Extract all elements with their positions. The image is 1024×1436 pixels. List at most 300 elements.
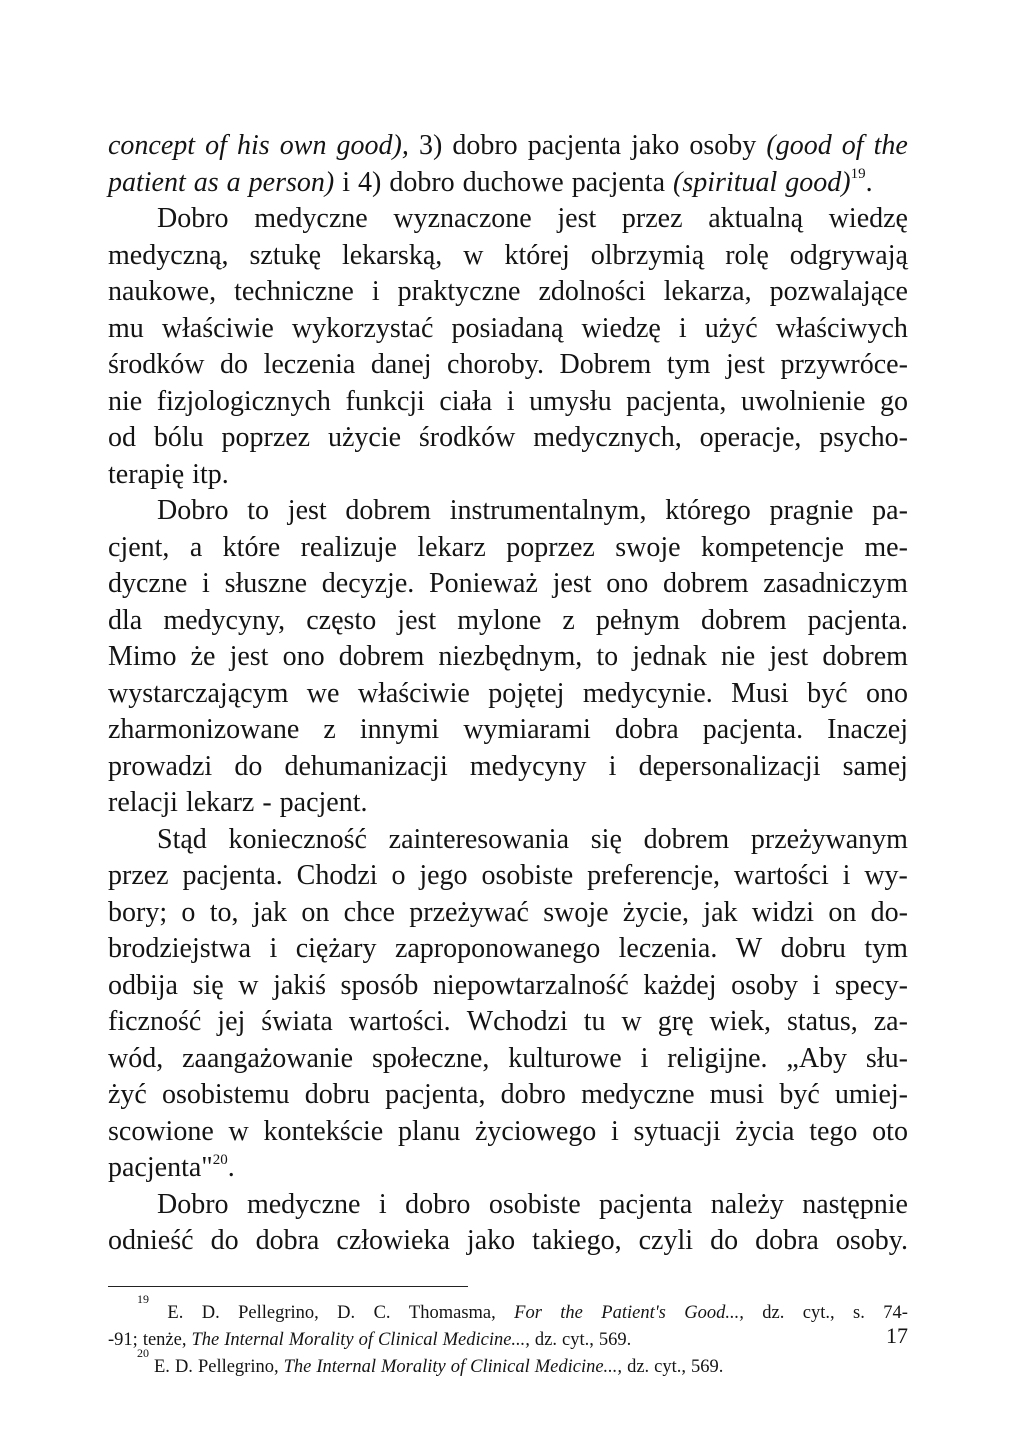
word: Morality	[380, 1356, 446, 1377]
word: ciała	[439, 385, 493, 417]
word: i	[812, 969, 821, 1001]
text-line	[108, 457, 908, 494]
word: mu	[108, 312, 144, 344]
word: osoby	[731, 969, 798, 1001]
word: konieczność	[228, 823, 367, 855]
word: decyzje.	[321, 568, 415, 599]
word: bory;	[108, 896, 168, 928]
word: odnieść	[108, 1225, 194, 1256]
word: -	[262, 787, 272, 818]
word: D.	[174, 1356, 193, 1377]
text-line	[108, 1004, 908, 1041]
word: techniczne	[234, 276, 354, 307]
text-line	[108, 603, 908, 640]
word: do	[220, 349, 249, 380]
footnote-ref: 20	[212, 1151, 228, 1168]
word: wartości.	[348, 1006, 451, 1037]
word: Mimo	[108, 641, 177, 672]
word: zaangażowanie	[182, 1042, 354, 1074]
word-with-ref	[108, 1150, 235, 1187]
word: swoje	[543, 896, 609, 928]
word: osobiste	[488, 1188, 581, 1220]
word: pacjenta.	[182, 860, 283, 891]
word: użycie	[327, 422, 402, 453]
word: i	[842, 860, 851, 891]
word: good)	[785, 166, 851, 198]
word: dobra	[755, 1225, 819, 1256]
word: umiej-	[834, 1079, 908, 1110]
word: życiowego	[474, 1115, 597, 1147]
word: to,	[209, 896, 239, 928]
text-line	[108, 712, 908, 749]
word: cjent,	[108, 531, 170, 563]
word: praktyczne	[397, 276, 521, 307]
text-line	[108, 968, 908, 1005]
word: dehumanizacji	[284, 750, 448, 782]
word: tym	[864, 933, 908, 964]
word: Inaczej	[827, 714, 908, 745]
word: grę	[657, 1006, 694, 1037]
word: -91;	[108, 1329, 138, 1350]
word: niezbędnym,	[438, 641, 583, 672]
word: dobro	[405, 1188, 471, 1220]
word: a	[189, 531, 203, 563]
word: „Aby	[786, 1042, 848, 1074]
footnote-line	[108, 1327, 908, 1354]
word: dobru	[304, 1079, 371, 1110]
text-line	[108, 311, 908, 348]
word: For	[514, 1302, 542, 1323]
word: Pellegrino,	[238, 1302, 319, 1323]
word: bólu	[153, 422, 204, 453]
text-line	[108, 347, 908, 384]
word: dz.	[627, 1356, 650, 1377]
word: of	[450, 1356, 466, 1377]
word: i	[202, 568, 210, 599]
word: medyczną,	[108, 239, 229, 271]
word: życie,	[622, 896, 689, 928]
word: on	[301, 896, 330, 928]
word: C.	[373, 1302, 391, 1323]
word: status,	[786, 1006, 858, 1037]
word: Morality	[288, 1329, 354, 1350]
word: żyć	[108, 1079, 147, 1110]
text-line	[108, 201, 908, 238]
word: cyt.,	[802, 1302, 835, 1323]
word: Clinical	[470, 1356, 530, 1377]
word: aktualną	[708, 203, 804, 234]
page-number: 17	[886, 1323, 908, 1348]
word: on	[828, 896, 857, 928]
word: ono	[866, 677, 908, 709]
word: good),	[336, 130, 409, 161]
word: leczenia	[263, 349, 356, 380]
text-line	[108, 238, 908, 275]
word: patient	[108, 166, 186, 198]
word: o	[391, 860, 406, 891]
word: dobrem	[338, 641, 425, 672]
word: Chodzi	[296, 860, 378, 891]
word: właściwych	[775, 312, 908, 344]
word: E.	[167, 1302, 184, 1323]
page-body	[108, 128, 908, 1381]
text-line	[108, 822, 908, 859]
word: pojętej	[488, 677, 565, 709]
word: Thomasma,	[408, 1302, 496, 1323]
word: dobrem	[701, 604, 787, 636]
word: to	[596, 641, 619, 672]
text-line	[108, 1114, 908, 1151]
word: czyli	[638, 1225, 694, 1256]
text-line	[108, 384, 908, 421]
text-line	[108, 1077, 908, 1114]
word: pacjenta	[599, 1188, 693, 1220]
word: of	[841, 130, 864, 161]
word: lekarską,	[341, 239, 443, 271]
word: innymi	[359, 714, 440, 745]
word: posiadaną	[451, 312, 564, 344]
word: sytuacji	[633, 1115, 721, 1147]
word: relacji	[108, 787, 178, 818]
word: sztukę	[249, 239, 321, 271]
footnote-number: 19	[137, 1291, 149, 1306]
main-text	[108, 128, 908, 1260]
word: do-	[870, 896, 908, 928]
word: pragnie	[769, 495, 854, 526]
word: wiek,	[709, 1006, 771, 1037]
word: Clinical	[377, 1329, 438, 1350]
text-line	[108, 1187, 908, 1224]
word: me-	[864, 531, 908, 563]
word: i	[371, 276, 380, 307]
word: każdej	[643, 969, 717, 1001]
punct: .	[865, 166, 873, 198]
word: musi	[709, 1079, 765, 1110]
word: pełnym	[595, 604, 680, 636]
word: tenże,	[142, 1329, 187, 1350]
word: się	[192, 969, 224, 1001]
word: jest	[229, 641, 269, 672]
word: dobro	[452, 130, 518, 161]
word: ciężary	[295, 933, 377, 964]
word: należy	[710, 1188, 784, 1220]
word: olbrzymią	[590, 239, 705, 271]
word: person)	[248, 166, 335, 198]
word: przez	[108, 860, 169, 891]
word: i	[378, 1188, 387, 1220]
word: jako	[631, 130, 680, 161]
text-line	[108, 1150, 908, 1187]
word: przeżywanym	[750, 823, 908, 855]
word: ono	[282, 641, 325, 672]
word: przywróce-	[780, 349, 908, 380]
word: widzi	[751, 896, 815, 928]
word: i	[608, 750, 617, 782]
word: pacjenta	[527, 130, 622, 161]
word: realizuje	[300, 531, 397, 563]
word: przez	[621, 203, 683, 234]
word: którego	[665, 495, 751, 526]
word: jako	[466, 1225, 516, 1256]
text-line	[108, 895, 908, 932]
word: 569.	[691, 1356, 724, 1377]
word: w	[228, 1115, 249, 1147]
word: instrumentalnym,	[449, 495, 647, 526]
footnote-line	[108, 1345, 908, 1381]
word: jest	[557, 203, 597, 234]
word: psycho-	[819, 422, 908, 453]
word: brodziejstwa	[108, 933, 252, 964]
word: poprzez	[221, 422, 311, 453]
word: od	[108, 422, 136, 453]
word: dobrem	[345, 495, 431, 526]
word: dobrem	[643, 823, 730, 855]
word: życia	[735, 1115, 795, 1147]
word: Pellegrino,	[197, 1356, 279, 1377]
word: planu	[398, 1115, 461, 1147]
word: the	[560, 1302, 583, 1323]
word: wykorzystać	[291, 312, 434, 344]
word: i	[640, 1042, 649, 1074]
word: of	[358, 1329, 373, 1350]
word: Musi	[731, 677, 789, 709]
word: itp.	[192, 458, 229, 490]
word: tu	[583, 1006, 606, 1037]
footnote-line	[108, 1291, 908, 1327]
text-line	[108, 128, 908, 165]
word: oto	[872, 1115, 908, 1147]
word: osobiste	[481, 860, 574, 891]
word: cyt.,	[562, 1329, 594, 1350]
word: Internal	[224, 1329, 284, 1350]
word: pa-	[872, 495, 908, 526]
text-line	[108, 493, 908, 530]
word: D.	[201, 1302, 220, 1323]
word: Medicine...,	[442, 1329, 530, 1350]
word: medycznych,	[533, 422, 682, 453]
text-line	[108, 1223, 908, 1260]
word: pacjenta,	[626, 385, 727, 417]
word: zasadniczym	[763, 568, 908, 599]
word: tym	[666, 349, 711, 380]
word: leczenia.	[618, 933, 718, 964]
word: Good...,	[684, 1302, 744, 1323]
word: pacjenta,	[385, 1079, 486, 1110]
word: często	[306, 604, 377, 636]
text-line	[108, 676, 908, 713]
word: lekarz	[417, 531, 486, 563]
word: świata	[261, 1006, 333, 1037]
word: 4)	[358, 166, 382, 198]
word: kulturowe	[508, 1042, 622, 1074]
word: dobrem	[663, 568, 749, 599]
word: wymiarami	[463, 714, 591, 745]
word: Dobro	[157, 495, 229, 526]
word: uwolnienie	[741, 385, 866, 417]
word: dz.	[534, 1329, 558, 1350]
word: 569.	[598, 1329, 632, 1350]
word: medyczne	[254, 203, 368, 234]
word: medyczne	[246, 1188, 361, 1220]
word: środków	[108, 349, 205, 380]
word: słuszne	[224, 568, 308, 599]
text-line	[108, 274, 908, 311]
text-line	[108, 566, 908, 603]
word: Patient's	[601, 1302, 666, 1323]
word: danej	[370, 349, 432, 380]
word: lekarza,	[663, 276, 752, 307]
word: w	[238, 969, 259, 1001]
word: Ponieważ	[429, 568, 538, 599]
word: wyznaczone	[393, 203, 532, 234]
text-line	[108, 420, 908, 457]
word: rolę	[725, 239, 769, 271]
word: preferencje,	[587, 860, 721, 891]
word: naukowe,	[108, 276, 217, 307]
word: następnie	[802, 1188, 908, 1220]
word: zainteresowania	[388, 823, 570, 855]
word: E.	[154, 1356, 170, 1377]
word: odgrywają	[789, 239, 908, 271]
word: do	[210, 1225, 239, 1256]
word: W	[735, 933, 763, 964]
word: dobru	[780, 933, 846, 964]
word: osoby.	[835, 1225, 908, 1256]
word: dobro	[389, 166, 455, 198]
word: samej	[842, 750, 908, 782]
word: scowione	[108, 1115, 214, 1147]
word: w	[463, 239, 484, 271]
word: do	[710, 1225, 739, 1256]
word: lekarz	[185, 787, 255, 818]
word: medycynie.	[582, 677, 713, 709]
word: zaproponowanego	[394, 933, 601, 964]
word: pacjenta	[571, 166, 666, 198]
word: ficzność	[108, 1006, 202, 1037]
word: wartości	[733, 860, 829, 891]
word: choroby.	[447, 349, 544, 380]
word: Internal	[316, 1356, 376, 1377]
word: jego	[419, 860, 468, 891]
word: jak	[252, 896, 288, 928]
word: Dobro	[157, 203, 229, 234]
word: we	[306, 677, 340, 709]
word: z	[562, 604, 575, 636]
word: wiedzę	[581, 312, 661, 344]
word: dyczne	[108, 568, 188, 599]
word: dla	[108, 604, 143, 636]
punct: .	[227, 1152, 235, 1183]
word: się	[590, 823, 622, 855]
word: specy-	[834, 969, 908, 1001]
word: o	[181, 896, 196, 928]
word: dz.	[762, 1302, 785, 1323]
word: wiedzę	[828, 203, 908, 234]
word: funkcji	[345, 385, 425, 417]
word: pacjent.	[279, 787, 368, 818]
word: dobra	[255, 1225, 320, 1256]
word: nie	[721, 641, 756, 672]
text-line	[108, 1041, 908, 1078]
word: dobrem	[822, 641, 908, 672]
word: pacjenta.	[807, 604, 908, 636]
footnote-number: 20	[137, 1345, 149, 1360]
word: jest	[552, 568, 592, 599]
word: słu-	[865, 1042, 908, 1074]
word: dobro	[500, 1079, 566, 1110]
word: Wchodzi	[466, 1006, 568, 1037]
word: kompetencje	[700, 531, 844, 563]
word: Stąd	[157, 823, 207, 855]
word: jest	[769, 641, 809, 672]
word: za-	[873, 1006, 908, 1037]
word: jakiś	[273, 969, 326, 1001]
word: depersonalizacji	[638, 750, 821, 782]
text-line	[108, 749, 908, 786]
footnote-divider	[108, 1286, 468, 1287]
word: zdolności	[538, 276, 646, 307]
word: kontekście	[263, 1115, 384, 1147]
text-line	[108, 639, 908, 676]
word: duchowe	[462, 166, 564, 198]
word: właściwie	[357, 677, 470, 709]
word: jednak	[632, 641, 707, 672]
word: 74-	[883, 1302, 908, 1323]
word: The	[283, 1356, 312, 1377]
word: jej	[217, 1006, 246, 1037]
word: osobistemu	[162, 1079, 290, 1110]
word: jest	[397, 604, 437, 636]
word: umysłu	[529, 385, 612, 417]
word: dobra	[614, 714, 679, 745]
word: i	[678, 312, 687, 344]
word: wód,	[108, 1042, 164, 1074]
word: i	[269, 933, 278, 964]
word: s.	[853, 1302, 865, 1323]
word: D.	[337, 1302, 356, 1323]
word: go	[879, 385, 908, 417]
word: być	[779, 1079, 820, 1110]
word: wystarczającym	[108, 677, 289, 709]
footnote-ref: 19	[850, 166, 866, 183]
text-line	[108, 530, 908, 567]
word: zharmonizowane	[108, 714, 300, 745]
word: a	[226, 166, 241, 198]
word-with-ref	[785, 165, 872, 202]
word: być	[807, 677, 848, 709]
word: medyczne	[581, 1079, 695, 1110]
word: prowadzi	[108, 750, 213, 782]
text-line	[108, 785, 908, 822]
word: człowieka	[336, 1225, 450, 1256]
word: pacjenta"	[108, 1152, 213, 1183]
word: cyt.,	[654, 1356, 687, 1377]
word: wy-	[864, 860, 908, 891]
word: użyć	[704, 312, 758, 344]
word: jest	[287, 495, 327, 526]
word: operacje,	[699, 422, 802, 453]
word: takiego,	[532, 1225, 622, 1256]
word: której	[504, 239, 570, 271]
word: z	[323, 714, 336, 745]
word: Dobrem	[559, 349, 652, 380]
word: medycyny	[469, 750, 587, 782]
word: które	[222, 531, 281, 563]
word: Medicine...,	[534, 1356, 623, 1377]
word: i	[506, 385, 515, 417]
word: (good	[766, 130, 832, 161]
word: poprzez	[506, 531, 595, 563]
